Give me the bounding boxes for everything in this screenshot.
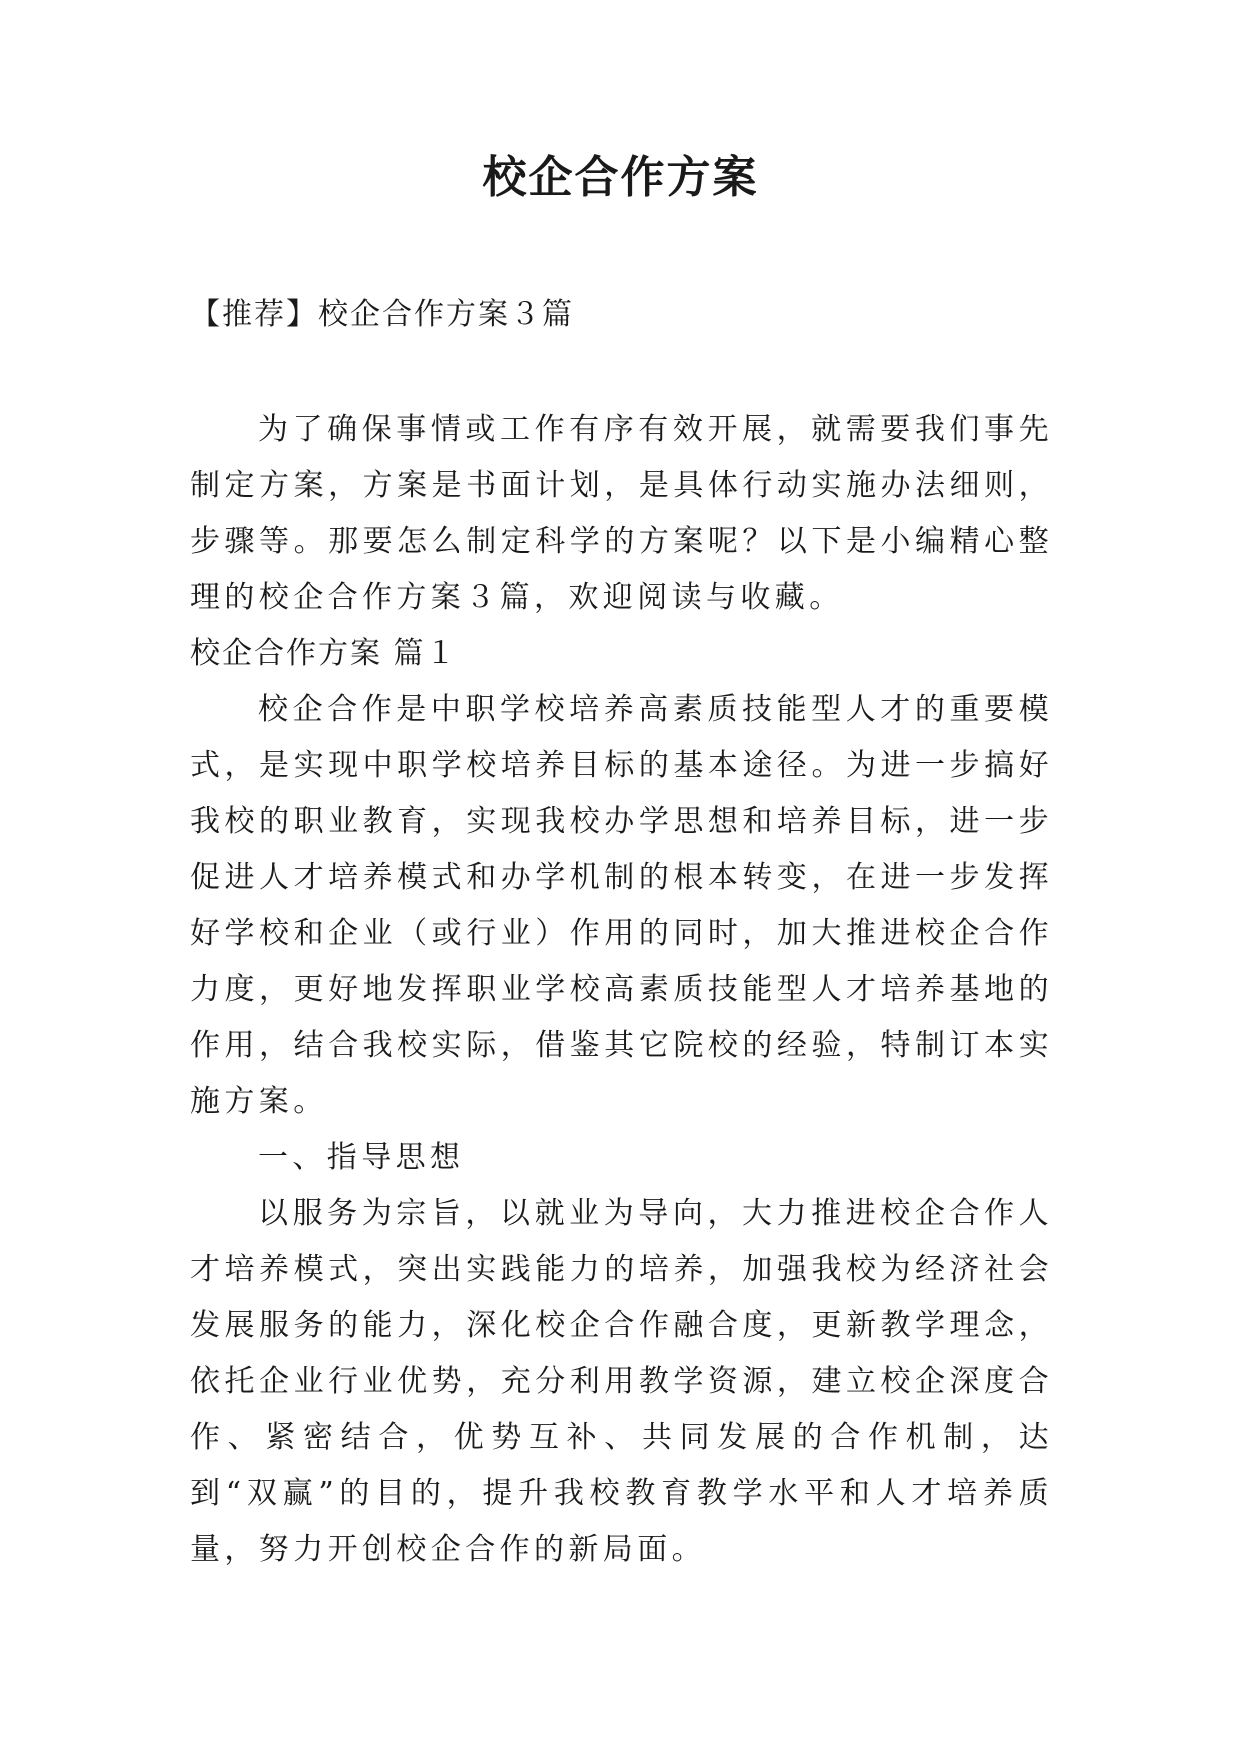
recommend-line: 【推荐】校企合作方案３篇 [190,297,574,332]
document-title: 校企合作方案 [482,152,759,203]
heading-paragraph: 以服务为宗旨，以就业为导向，大力推进校企合作人才培养模式，突出实践能力的培养，加强我校为经济社会发展服务的能力，深化校企合作融合度，更新教学理念，依托企业行业优势，充分利用教学资源，建立校企深度合作、紧密结合，优势互补、共同发展的合作机制，达到“双赢”的目的，提升我校教育教学水平和人才培养质量，努力开创校企合作的新局面。 [190,1196,1053,1567]
section-heading: 一、指导思想 [258,1140,465,1175]
intro-paragraph: 为了确保事情或工作有序有效开展，就需要我们事先制定方案，方案是书面计划，是具体行动实施办法细则，步骤等。那要怎么制定科学的方案呢？以下是小编精心整理的校企合作方案３篇，欢迎阅读与收藏。 [190,412,1053,615]
document-body [190,402,1053,1578]
section-paragraph: 校企合作是中职学校培养高素质技能型人才的重要模式，是实现中职学校培养目标的基本途径。为进一步搞好我校的职业教育，实现我校办学思想和培养目标，进一步促进人才培养模式和办学机制的根本转变，在进一步发挥好学校和企业（或行业）作用的同时，加大推进校企合作力度，更好地发挥职业学校高素质技能型人才培养基地的作用，结合我校实际，借鉴其它院校的经验，特制订本实施方案。 [190,692,1053,1119]
section-label: 校企合作方案 篇１ [190,636,458,671]
